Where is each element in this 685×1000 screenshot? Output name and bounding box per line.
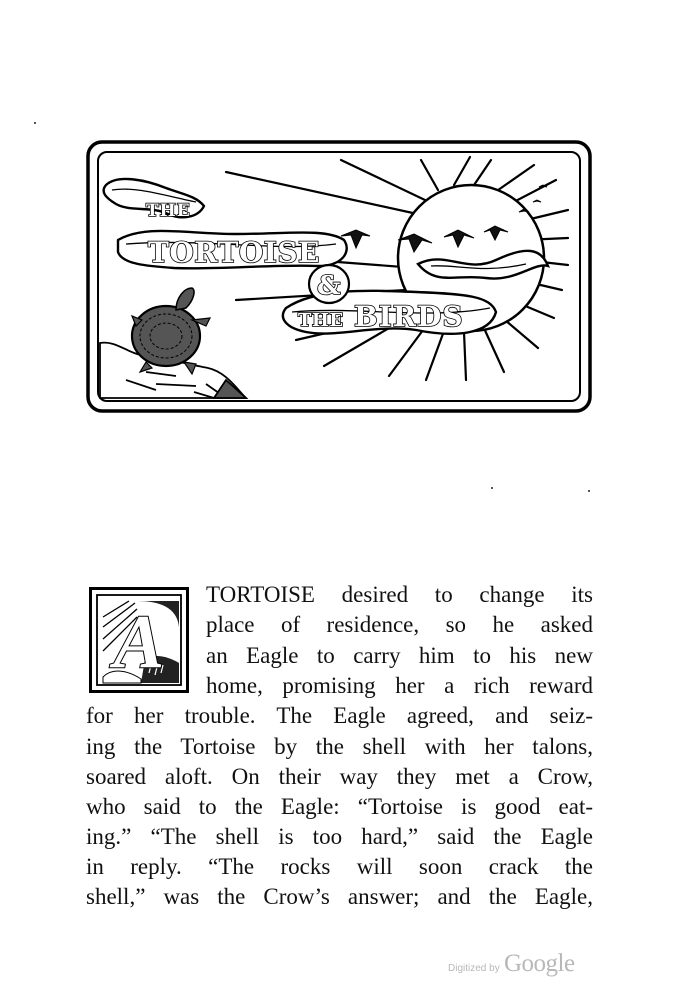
text-line: who said to the Eagle: “Tortoise is good eat-	[86, 794, 593, 819]
text-line: for her trouble. The Eagle agreed, and seiz-	[86, 703, 593, 728]
story-text	[86, 580, 593, 920]
title-ampersand: &	[317, 271, 341, 301]
drop-cap-ornament	[89, 587, 189, 693]
title-word-the-lower: THE	[298, 310, 344, 331]
text-line: TORTOISE desired to change its	[206, 582, 593, 607]
text-line: place of residence, so he asked	[206, 612, 593, 637]
digitized-watermark	[448, 950, 588, 982]
title-word-tortoise: TORTOISE	[148, 236, 320, 269]
print-speck	[491, 487, 493, 489]
text-line: ing.” “The shell is too hard,” said the Eagle	[86, 824, 593, 849]
text-line: in reply. “The rocks will soon crack the	[86, 854, 593, 879]
text-line: home, promising her a rich reward	[206, 673, 593, 698]
title-word-the: THE	[146, 201, 191, 221]
drop-cap-letter: A	[113, 600, 165, 684]
text-line: soared aloft. On their way they met a Crow,	[86, 764, 593, 789]
watermark-brand: Google	[504, 950, 575, 977]
text-line: an Eagle to carry him to his new	[206, 643, 593, 668]
print-speck	[34, 122, 36, 124]
print-speck	[588, 490, 590, 492]
text-line: shell,” was the Crow’s answer; and the Eagle,	[86, 884, 593, 909]
title-word-birds: BIRDS	[354, 300, 464, 333]
text-line: ing the Tortoise by the shell with her talons,	[86, 734, 593, 759]
watermark-prefix: Digitized by	[448, 963, 500, 974]
title-illustration	[86, 140, 592, 413]
